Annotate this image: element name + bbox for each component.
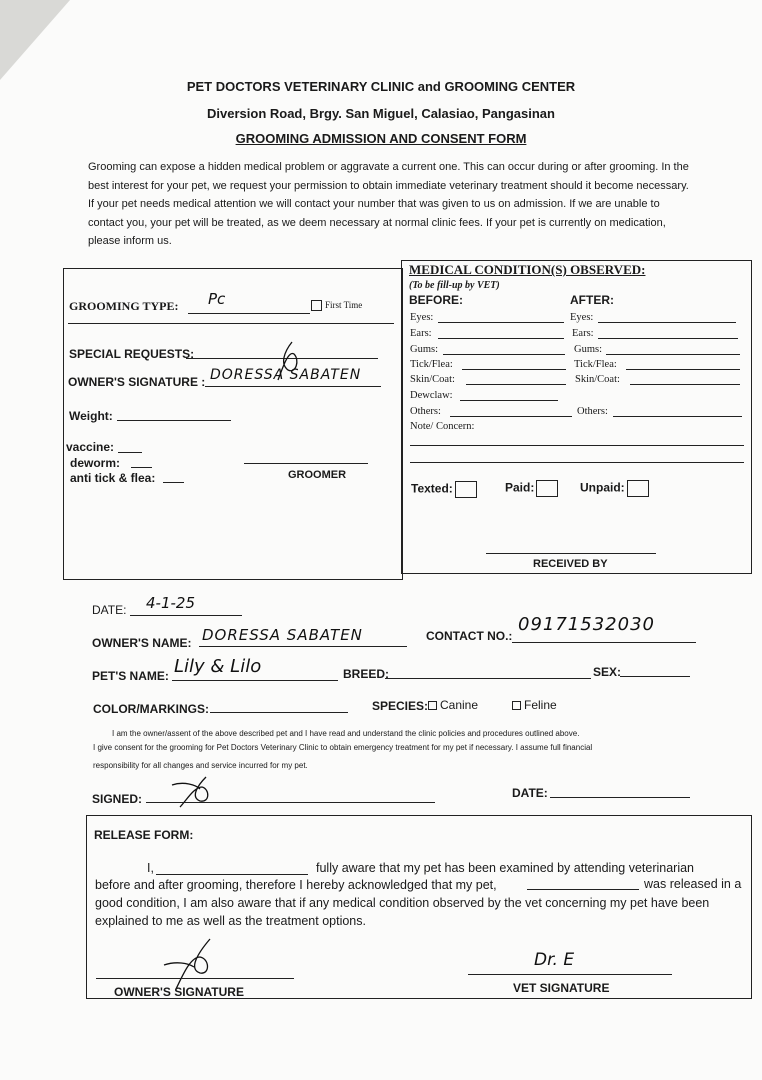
texted-checkbox[interactable] [455, 481, 477, 498]
clinic-name: PET DOCTORS VETERINARY CLINIC and GROOMING CENTER [186, 79, 576, 94]
color-markings-label: COLOR/MARKINGS: [93, 702, 209, 716]
clinic-address: Diversion Road, Brgy. San Miguel, Calasiao, Pangasinan [207, 106, 555, 121]
signed-scribble-icon [170, 775, 220, 809]
texted-field[interactable] [411, 481, 477, 498]
owner-name-value[interactable]: DORESSA SABATEN [202, 626, 363, 644]
medical-panel [401, 260, 752, 574]
first-time-checkbox[interactable] [311, 300, 362, 311]
pet-name-value[interactable]: Lily & Lilo [174, 656, 262, 677]
owner-signature-label: OWNER'S SIGNATURE : [68, 375, 206, 389]
groomer-label: GROOMER [288, 469, 347, 481]
after-label: AFTER: [570, 293, 614, 307]
vet-signature-value: Dr. E [534, 950, 575, 970]
grooming-type-value[interactable]: Pc [208, 290, 226, 308]
before-tickflea: Tick/Flea: [410, 359, 453, 370]
texted-label: Texted: [411, 481, 453, 496]
consent-line-2: I give consent for the grooming for Pet Doctors Veterinary Clinic to obtain emergency treatment for my pet if necessary. I assume full financial [93, 743, 593, 752]
date2-label: DATE: [512, 786, 548, 800]
contact-label: CONTACT NO.: [426, 629, 513, 643]
consent-line-1: I am the owner/assent of the above described pet and I have read and understand the clinic policies and procedures outlined above. [112, 729, 580, 738]
owner-name-label: OWNER'S NAME: [92, 636, 192, 650]
feline-label: Feline [524, 698, 557, 712]
special-requests-label: SPECIAL REQUESTS: [69, 347, 195, 361]
release-part4: good condition, I am also aware that if any medical condition observed by the vet concerning my pet have been explained to me as well as the treatment options. [95, 896, 710, 928]
contact-value[interactable]: 09171532030 [518, 614, 655, 635]
release-title: RELEASE FORM: [94, 828, 194, 842]
pet-name-label: PET'S NAME: [92, 669, 169, 683]
release-part2: before and after grooming, therefore I hereby acknowledged that my pet, [95, 878, 497, 892]
before-skincoat: Skin/Coat: [410, 374, 455, 385]
grooming-panel [63, 268, 403, 580]
medical-subtitle: (To be fill-up by VET) [409, 280, 500, 291]
canine-option[interactable] [428, 698, 478, 712]
medical-title: MEDICAL CONDITION(S) OBSERVED: [409, 262, 646, 277]
sex-label: SEX: [593, 665, 622, 679]
paid-checkbox[interactable] [536, 480, 558, 497]
canine-label: Canine [440, 698, 479, 712]
vet-signature-label: VET SIGNATURE [513, 981, 610, 995]
feline-option[interactable] [512, 698, 557, 712]
signed-label: SIGNED: [92, 792, 143, 806]
consent-line-3: responsibility for all changes and service incurred for my pet. [93, 761, 308, 770]
deworm-label: deworm: [70, 456, 121, 470]
grooming-type-label: GROOMING TYPE: [69, 299, 179, 313]
release-part1: fully aware that my pet has been examined by attending veterinarian [316, 861, 695, 875]
paid-label: Paid: [505, 480, 535, 495]
date-value[interactable]: 4-1-25 [146, 594, 195, 612]
release-part3: was released in a [644, 877, 742, 891]
page-fold [0, 0, 70, 80]
after-others: Others: [577, 406, 608, 417]
intro-paragraph: Grooming can expose a hidden medical problem or aggravate a current one. This can occur during or after grooming. In the best interest for your pet, we request your permission to obtain immediate veterinary treatment should it become necessary. If your pet needs medical attention we will contact your number that was given to us on admission. If we are unable to contact you, your pet will be treated, as we deem necessary at normal clinic fees. If your pet is currently on medication, please inform us. [88, 161, 689, 247]
owner-signature-value[interactable]: DORESSA SABATEN [210, 367, 362, 383]
received-by-label: RECEIVED BY [533, 558, 608, 570]
antitick-label: anti tick & flea: [70, 471, 156, 485]
before-gums: Gums: [410, 344, 439, 355]
species-label: SPECIES: [372, 699, 429, 713]
paid-field[interactable] [505, 480, 558, 497]
vaccine-label: vaccine: [66, 440, 115, 454]
after-ears: Ears: [572, 328, 594, 339]
form-title: GROOMING ADMISSION AND CONSENT FORM [235, 131, 527, 146]
unpaid-checkbox[interactable] [627, 480, 649, 497]
before-dewclaw: Dewclaw: [410, 390, 453, 401]
before-label: BEFORE: [409, 293, 463, 307]
before-others: Others: [410, 406, 441, 417]
unpaid-field[interactable] [580, 480, 649, 497]
before-ears: Ears: [410, 328, 432, 339]
date-label: DATE: [92, 603, 127, 617]
note-concern: Note/ Concern: [410, 421, 475, 432]
unpaid-label: Unpaid: [580, 480, 625, 495]
signature-scribble-icon [270, 340, 310, 382]
breed-label: BREED: [343, 667, 390, 681]
owner-signature-release-label: OWNER'S SIGNATURE [114, 985, 244, 999]
after-eyes: Eyes: [570, 312, 594, 323]
weight-label: Weight: [69, 409, 113, 423]
first-time-label: First Time [325, 300, 363, 310]
release-i: I, [147, 861, 154, 875]
after-skincoat: Skin/Coat: [575, 374, 620, 385]
after-gums: Gums: [574, 344, 603, 355]
before-eyes: Eyes: [410, 312, 434, 323]
after-tickflea: Tick/Flea: [574, 359, 617, 370]
